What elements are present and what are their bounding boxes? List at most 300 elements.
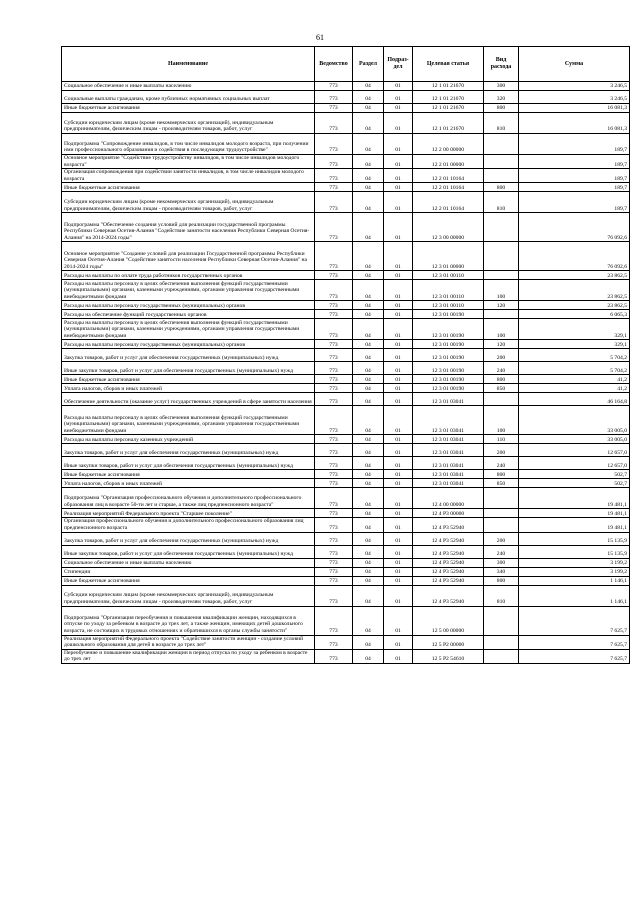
header-vedomstvo: Ведомство — [315, 47, 353, 82]
row-summa: 189,7 — [519, 155, 630, 169]
table-row — [62, 470, 630, 479]
row-podrazdel: 01 — [384, 349, 413, 362]
row-vedomstvo: 773 — [315, 558, 353, 567]
row-vid-rashoda — [484, 509, 519, 518]
row-vid-rashoda — [484, 169, 519, 183]
row-celevaya-statya: 12 3 01 00190 — [413, 310, 484, 319]
table-row — [62, 406, 630, 435]
row-vedomstvo: 773 — [315, 444, 353, 457]
row-podrazdel: 01 — [384, 319, 413, 340]
row-name: Иные бюджетные ассигнования — [62, 104, 315, 113]
row-name: Организация сопровождения при содействии занятости инвалидов, в том числе инвалидов молодого возраста — [62, 169, 315, 183]
row-vedomstvo: 773 — [315, 183, 353, 192]
row-vid-rashoda: 300 — [484, 558, 519, 567]
row-podrazdel: 01 — [384, 545, 413, 558]
row-razdel: 04 — [353, 384, 384, 393]
row-vedomstvo: 773 — [315, 470, 353, 479]
table-row — [62, 213, 630, 242]
row-celevaya-statya: 12 4 P3 52940 — [413, 567, 484, 576]
row-summa: 15 135,9 — [519, 532, 630, 545]
row-razdel: 04 — [353, 192, 384, 213]
table-row — [62, 242, 630, 271]
row-podrazdel: 01 — [384, 213, 413, 242]
row-celevaya-statya: 12 3 01 00000 — [413, 242, 484, 271]
row-razdel: 04 — [353, 488, 384, 509]
row-name: Основное мероприятие "Содействие трудоустройству инвалидов, в том числе инвалидов молодого возраста" — [62, 155, 315, 169]
row-vid-rashoda — [484, 242, 519, 271]
row-celevaya-statya: 12 3 01 00190 — [413, 362, 484, 375]
row-celevaya-statya: 12 3 01 03041 — [413, 444, 484, 457]
row-name: Субсидии юридическим лицам (кроме некоммерческих организаций), индивидуальным предпринимателям, физическим лицам - производителям товаров, работ, услуг — [62, 192, 315, 213]
row-celevaya-statya: 12 3 01 00190 — [413, 319, 484, 340]
table-row — [62, 340, 630, 349]
table-row — [62, 585, 630, 606]
row-summa: 19 481,1 — [519, 488, 630, 509]
row-summa: 3 246,5 — [519, 91, 630, 104]
header-celevaya-statya: Целевая статья — [413, 47, 484, 82]
row-summa: 46 164,8 — [519, 393, 630, 406]
row-summa: 33 005,0 — [519, 435, 630, 444]
header-summa: Сумма — [519, 47, 630, 82]
row-name: Расходы на выплаты персоналу казенных учреждений — [62, 435, 315, 444]
row-celevaya-statya: 12 1 01 21670 — [413, 104, 484, 113]
row-vid-rashoda: 120 — [484, 301, 519, 310]
row-vid-rashoda: 810 — [484, 585, 519, 606]
row-summa: 6 065,3 — [519, 310, 630, 319]
row-podrazdel: 01 — [384, 242, 413, 271]
row-podrazdel: 01 — [384, 375, 413, 384]
row-celevaya-statya: 12 4 P3 52940 — [413, 576, 484, 585]
row-celevaya-statya: 12 2 01 10164 — [413, 192, 484, 213]
row-summa: 23 862,5 — [519, 280, 630, 301]
row-summa: 189,7 — [519, 183, 630, 192]
row-razdel: 04 — [353, 104, 384, 113]
row-celevaya-statya: 12 3 01 00110 — [413, 301, 484, 310]
row-name: Уплата налогов, сборов и иных платежей — [62, 479, 315, 488]
table-row — [62, 183, 630, 192]
row-podrazdel: 01 — [384, 532, 413, 545]
row-celevaya-statya: 12 3 01 03041 — [413, 393, 484, 406]
table-row — [62, 271, 630, 280]
table-row — [62, 155, 630, 169]
row-vedomstvo: 773 — [315, 271, 353, 280]
row-summa: 23 862,5 — [519, 301, 630, 310]
row-summa: 189,7 — [519, 134, 630, 155]
table-row — [62, 435, 630, 444]
row-name: Иные бюджетные ассигнования — [62, 576, 315, 585]
row-summa: 189,7 — [519, 169, 630, 183]
row-vedomstvo: 773 — [315, 349, 353, 362]
row-vid-rashoda: 850 — [484, 479, 519, 488]
row-vedomstvo: 773 — [315, 649, 353, 663]
table-row — [62, 310, 630, 319]
row-summa: 12 657,0 — [519, 457, 630, 470]
table-row — [62, 104, 630, 113]
header-vid-rashoda: Вид расхода — [484, 47, 519, 82]
table-row — [62, 518, 630, 532]
row-podrazdel: 01 — [384, 134, 413, 155]
row-podrazdel: 01 — [384, 280, 413, 301]
row-razdel: 04 — [353, 301, 384, 310]
row-vedomstvo: 773 — [315, 340, 353, 349]
row-vid-rashoda — [484, 635, 519, 649]
row-summa: 502,7 — [519, 479, 630, 488]
row-name: Реализация мероприятий Федерального проекта "Старшее поколение" — [62, 509, 315, 518]
table-row — [62, 509, 630, 518]
row-name: Расходы на обеспечение функций государственных органов — [62, 310, 315, 319]
row-podrazdel: 01 — [384, 183, 413, 192]
row-celevaya-statya: 12 3 01 00110 — [413, 271, 484, 280]
table-row — [62, 362, 630, 375]
row-celevaya-statya: 12 3 01 03041 — [413, 406, 484, 435]
row-summa: 1 146,1 — [519, 576, 630, 585]
row-summa: 3 199,2 — [519, 558, 630, 567]
row-celevaya-statya: 12 4 00 00000 — [413, 488, 484, 509]
row-razdel: 04 — [353, 585, 384, 606]
row-vedomstvo: 773 — [315, 635, 353, 649]
row-vid-rashoda: 800 — [484, 470, 519, 479]
row-vedomstvo: 773 — [315, 532, 353, 545]
row-vid-rashoda: 800 — [484, 375, 519, 384]
row-razdel: 04 — [353, 82, 384, 91]
row-razdel: 04 — [353, 169, 384, 183]
row-summa: 41,2 — [519, 384, 630, 393]
row-vedomstvo: 773 — [315, 169, 353, 183]
row-razdel: 04 — [353, 518, 384, 532]
row-vedomstvo: 773 — [315, 82, 353, 91]
row-name: Обеспечение деятельности (оказание услуг) государственных учреждений в сфере занятости населения — [62, 393, 315, 406]
row-vid-rashoda: 810 — [484, 192, 519, 213]
table-header-row — [62, 47, 630, 82]
row-summa: 329,1 — [519, 340, 630, 349]
row-summa: 5 704,2 — [519, 349, 630, 362]
row-vedomstvo: 773 — [315, 606, 353, 635]
row-vid-rashoda: 100 — [484, 280, 519, 301]
row-summa: 1 146,1 — [519, 585, 630, 606]
row-vid-rashoda: 340 — [484, 567, 519, 576]
row-razdel: 04 — [353, 509, 384, 518]
row-podrazdel: 01 — [384, 82, 413, 91]
row-celevaya-statya: 12 4 P3 00000 — [413, 509, 484, 518]
row-name: Подпрограмма "Обеспечение создания условий для реализации государственной программы Республики Северная Осетия-Алания "Содействие занятости населения Республики Северная Осетия-Алания" на 2014-2024 годы" — [62, 213, 315, 242]
table-row — [62, 375, 630, 384]
row-vedomstvo: 773 — [315, 104, 353, 113]
row-name: Иные закупки товаров, работ и услуг для обеспечения государственных (муниципальных) нужд — [62, 457, 315, 470]
table-row — [62, 576, 630, 585]
row-celevaya-statya: 12 5 P2 00000 — [413, 635, 484, 649]
table-row — [62, 606, 630, 635]
row-vedomstvo: 773 — [315, 242, 353, 271]
table-row — [62, 393, 630, 406]
row-celevaya-statya: 12 3 01 00190 — [413, 349, 484, 362]
row-vid-rashoda — [484, 518, 519, 532]
row-name: Иные закупки товаров, работ и услуг для обеспечения государственных (муниципальных) нужд — [62, 545, 315, 558]
row-name: Социальное обеспечение и иные выплаты населению — [62, 558, 315, 567]
table-row — [62, 532, 630, 545]
row-razdel: 04 — [353, 271, 384, 280]
row-podrazdel: 01 — [384, 635, 413, 649]
row-razdel: 04 — [353, 576, 384, 585]
row-vid-rashoda: 200 — [484, 444, 519, 457]
row-name: Иные бюджетные ассигнования — [62, 375, 315, 384]
row-name: Стипендии — [62, 567, 315, 576]
row-razdel: 04 — [353, 242, 384, 271]
row-vid-rashoda — [484, 134, 519, 155]
row-vedomstvo: 773 — [315, 134, 353, 155]
row-name: Закупка товаров, работ и услуг для обеспечения государственных (муниципальных) нужд — [62, 532, 315, 545]
table-row — [62, 635, 630, 649]
row-razdel: 04 — [353, 635, 384, 649]
header-razdel: Раздел — [353, 47, 384, 82]
row-razdel: 04 — [353, 375, 384, 384]
row-summa: 189,7 — [519, 192, 630, 213]
row-razdel: 04 — [353, 319, 384, 340]
row-podrazdel: 01 — [384, 384, 413, 393]
row-vedomstvo: 773 — [315, 280, 353, 301]
table-row — [62, 280, 630, 301]
row-summa: 16 081,3 — [519, 113, 630, 134]
row-name: Уплата налогов, сборов и иных платежей — [62, 384, 315, 393]
row-vedomstvo: 773 — [315, 479, 353, 488]
row-celevaya-statya: 12 3 01 00110 — [413, 280, 484, 301]
row-vid-rashoda: 120 — [484, 340, 519, 349]
row-podrazdel: 01 — [384, 444, 413, 457]
row-razdel: 04 — [353, 393, 384, 406]
row-razdel: 04 — [353, 134, 384, 155]
row-vedomstvo: 773 — [315, 113, 353, 134]
row-podrazdel: 01 — [384, 393, 413, 406]
row-name: Социальное обеспечение и иные выплаты населению — [62, 82, 315, 91]
row-vid-rashoda — [484, 649, 519, 663]
row-razdel: 04 — [353, 470, 384, 479]
header-name: Наименование — [62, 47, 315, 82]
row-celevaya-statya: 12 5 00 00000 — [413, 606, 484, 635]
row-summa: 5 704,2 — [519, 362, 630, 375]
row-razdel: 04 — [353, 113, 384, 134]
row-name: Расходы на выплаты персоналу в целях обеспечения выполнения функций государственными (муниципальными) органами, казенными учреждениями, органами управления государственными внебюджетными фондами — [62, 280, 315, 301]
row-razdel: 04 — [353, 444, 384, 457]
table-row — [62, 545, 630, 558]
row-name: Организация профессионального обучения и дополнительного профессионального образования лиц предпенсионного возраста — [62, 518, 315, 532]
row-celevaya-statya: 12 4 P3 52940 — [413, 585, 484, 606]
row-podrazdel: 01 — [384, 155, 413, 169]
table-body — [62, 82, 630, 664]
row-name: Подпрограмма "Организация переобучения и повышения квалификации женщин, находящихся в отпуске по уходу за ребенком в возрасте до трех лет, а также женщин, имеющих детей дошкольного возраста, не состоящих в трудовых отношениях и обратившихся в органы службы занятости" — [62, 606, 315, 635]
row-podrazdel: 01 — [384, 576, 413, 585]
row-razdel: 04 — [353, 406, 384, 435]
row-podrazdel: 01 — [384, 470, 413, 479]
row-vedomstvo: 773 — [315, 585, 353, 606]
row-summa: 15 135,9 — [519, 545, 630, 558]
row-vid-rashoda: 240 — [484, 362, 519, 375]
table-row — [62, 567, 630, 576]
row-vid-rashoda: 100 — [484, 406, 519, 435]
row-name: Расходы на выплаты персоналу в целях обеспечения выполнения функций государственными (муниципальными) органами, казенными учреждениями, органами управления государственными внебюджетными фондами — [62, 406, 315, 435]
row-podrazdel: 01 — [384, 113, 413, 134]
row-name: Подпрограмма "Организация профессионального обучения и дополнительного профессионального образования лиц в возрасте 50-ти лет и старше, а также лиц предпенсионного возраста" — [62, 488, 315, 509]
row-celevaya-statya: 12 4 P3 52940 — [413, 518, 484, 532]
table-row — [62, 649, 630, 663]
row-celevaya-statya: 12 3 01 03041 — [413, 479, 484, 488]
row-vedomstvo: 773 — [315, 576, 353, 585]
row-vedomstvo: 773 — [315, 567, 353, 576]
row-razdel: 04 — [353, 213, 384, 242]
table-row — [62, 134, 630, 155]
table-row — [62, 488, 630, 509]
row-podrazdel: 01 — [384, 271, 413, 280]
row-podrazdel: 01 — [384, 509, 413, 518]
row-vid-rashoda — [484, 393, 519, 406]
row-vid-rashoda — [484, 213, 519, 242]
row-podrazdel: 01 — [384, 104, 413, 113]
row-vedomstvo: 773 — [315, 384, 353, 393]
row-podrazdel: 01 — [384, 435, 413, 444]
row-name: Субсидии юридическим лицам (кроме некоммерческих организаций), индивидуальным предпринимателям, физическим лицам - производителям товаров, работ, услуг — [62, 113, 315, 134]
row-razdel: 04 — [353, 155, 384, 169]
row-vedomstvo: 773 — [315, 545, 353, 558]
row-vedomstvo: 773 — [315, 310, 353, 319]
row-vid-rashoda: 800 — [484, 576, 519, 585]
row-razdel: 04 — [353, 435, 384, 444]
row-razdel: 04 — [353, 532, 384, 545]
row-name: Расходы на выплаты персоналу в целях обеспечения выполнения функций государственными (муниципальными) органами, казенными учреждениями, органами управления государственными внебюджетными фондами — [62, 319, 315, 340]
row-celevaya-statya: 12 3 01 00190 — [413, 375, 484, 384]
row-podrazdel: 01 — [384, 457, 413, 470]
row-celevaya-statya: 12 2 01 10164 — [413, 183, 484, 192]
row-name: Подпрограмма "Сопровождение инвалидов, в том числе инвалидов молодого возраста, при получении ими профессионального образования и содействия в последующем трудоустройстве" — [62, 134, 315, 155]
row-vedomstvo: 773 — [315, 518, 353, 532]
row-razdel: 04 — [353, 545, 384, 558]
row-podrazdel: 01 — [384, 362, 413, 375]
row-vedomstvo: 773 — [315, 192, 353, 213]
row-razdel: 04 — [353, 310, 384, 319]
row-vedomstvo: 773 — [315, 393, 353, 406]
table-row — [62, 82, 630, 91]
row-name: Социальные выплаты гражданам, кроме публичных нормативных социальных выплат — [62, 91, 315, 104]
row-celevaya-statya: 12 3 01 03041 — [413, 470, 484, 479]
row-celevaya-statya: 12 3 01 00190 — [413, 384, 484, 393]
row-vid-rashoda — [484, 310, 519, 319]
row-vid-rashoda: 800 — [484, 183, 519, 192]
row-podrazdel: 01 — [384, 301, 413, 310]
row-summa: 7 625,7 — [519, 649, 630, 663]
row-podrazdel: 01 — [384, 606, 413, 635]
row-celevaya-statya: 12 2 00 00000 — [413, 134, 484, 155]
row-vedomstvo: 773 — [315, 406, 353, 435]
row-summa: 502,7 — [519, 470, 630, 479]
row-podrazdel: 01 — [384, 567, 413, 576]
table-row — [62, 169, 630, 183]
row-vid-rashoda: 320 — [484, 91, 519, 104]
row-summa: 7 625,7 — [519, 635, 630, 649]
row-vid-rashoda: 200 — [484, 349, 519, 362]
row-summa: 3 199,2 — [519, 567, 630, 576]
row-vid-rashoda — [484, 488, 519, 509]
row-razdel: 04 — [353, 91, 384, 104]
row-razdel: 04 — [353, 183, 384, 192]
row-vedomstvo: 773 — [315, 91, 353, 104]
row-razdel: 04 — [353, 567, 384, 576]
row-summa: 7 625,7 — [519, 606, 630, 635]
row-podrazdel: 01 — [384, 479, 413, 488]
row-vid-rashoda — [484, 271, 519, 280]
table-row — [62, 558, 630, 567]
row-celevaya-statya: 12 3 01 00190 — [413, 340, 484, 349]
row-razdel: 04 — [353, 362, 384, 375]
row-vid-rashoda: 300 — [484, 82, 519, 91]
row-podrazdel: 01 — [384, 192, 413, 213]
row-vid-rashoda: 800 — [484, 104, 519, 113]
row-celevaya-statya: 12 1 01 21670 — [413, 91, 484, 104]
row-celevaya-statya: 12 3 01 03041 — [413, 435, 484, 444]
row-celevaya-statya: 12 1 01 21670 — [413, 82, 484, 91]
row-summa: 41,2 — [519, 375, 630, 384]
row-podrazdel: 01 — [384, 310, 413, 319]
table-row — [62, 319, 630, 340]
row-celevaya-statya: 12 3 00 00000 — [413, 213, 484, 242]
row-name: Закупка товаров, работ и услуг для обеспечения государственных (муниципальных) нужд — [62, 444, 315, 457]
row-summa: 33 005,0 — [519, 406, 630, 435]
table-row — [62, 349, 630, 362]
row-podrazdel: 01 — [384, 169, 413, 183]
row-summa: 3 246,5 — [519, 82, 630, 91]
page-number: 61 — [316, 33, 324, 42]
row-celevaya-statya: 12 1 01 21670 — [413, 113, 484, 134]
row-vid-rashoda — [484, 606, 519, 635]
row-celevaya-statya: 12 4 P3 52940 — [413, 545, 484, 558]
row-razdel: 04 — [353, 280, 384, 301]
row-name: Закупка товаров, работ и услуг для обеспечения государственных (муниципальных) нужд — [62, 349, 315, 362]
row-razdel: 04 — [353, 340, 384, 349]
row-celevaya-statya: 12 4 P3 52940 — [413, 558, 484, 567]
row-name: Основное мероприятие "Создание условий для реализации Государственной программы Республики Северная Осетия-Алания "Содействие занятости населения Республики Северная Осетия-Алания" на 2014-2024 годы" — [62, 242, 315, 271]
row-vedomstvo: 773 — [315, 457, 353, 470]
table-row — [62, 384, 630, 393]
row-vedomstvo: 773 — [315, 509, 353, 518]
row-razdel: 04 — [353, 606, 384, 635]
row-podrazdel: 01 — [384, 340, 413, 349]
row-vid-rashoda: 810 — [484, 113, 519, 134]
row-summa: 19 481,1 — [519, 518, 630, 532]
table-row — [62, 444, 630, 457]
row-vedomstvo: 773 — [315, 301, 353, 310]
row-vedomstvo: 773 — [315, 435, 353, 444]
row-vedomstvo: 773 — [315, 155, 353, 169]
row-vid-rashoda: 110 — [484, 435, 519, 444]
row-name: Расходы на выплаты по оплате труда работников государственных органов — [62, 271, 315, 280]
row-vedomstvo: 773 — [315, 319, 353, 340]
row-vid-rashoda: 240 — [484, 545, 519, 558]
row-vedomstvo: 773 — [315, 362, 353, 375]
row-summa: 12 657,0 — [519, 444, 630, 457]
row-summa: 19 481,1 — [519, 509, 630, 518]
row-razdel: 04 — [353, 349, 384, 362]
row-razdel: 04 — [353, 479, 384, 488]
row-podrazdel: 01 — [384, 406, 413, 435]
row-name: Иные закупки товаров, работ и услуг для обеспечения государственных (муниципальных) нужд — [62, 362, 315, 375]
row-vedomstvo: 773 — [315, 213, 353, 242]
row-celevaya-statya: 12 5 P2 54610 — [413, 649, 484, 663]
row-summa: 329,1 — [519, 319, 630, 340]
row-name: Реализация мероприятий Федерального проекта "Содействие занятости женщин - создание условий дошкольного образования для детей в возрасте до трех лет" — [62, 635, 315, 649]
row-podrazdel: 01 — [384, 518, 413, 532]
row-name: Переобучение и повышение квалификации женщин в период отпуска по уходу за ребенком в возрасте до трех лет — [62, 649, 315, 663]
row-razdel: 04 — [353, 649, 384, 663]
row-name: Расходы на выплаты персоналу государственных (муниципальных) органов — [62, 301, 315, 310]
row-podrazdel: 01 — [384, 558, 413, 567]
row-summa: 76 092,6 — [519, 242, 630, 271]
row-summa: 16 081,3 — [519, 104, 630, 113]
